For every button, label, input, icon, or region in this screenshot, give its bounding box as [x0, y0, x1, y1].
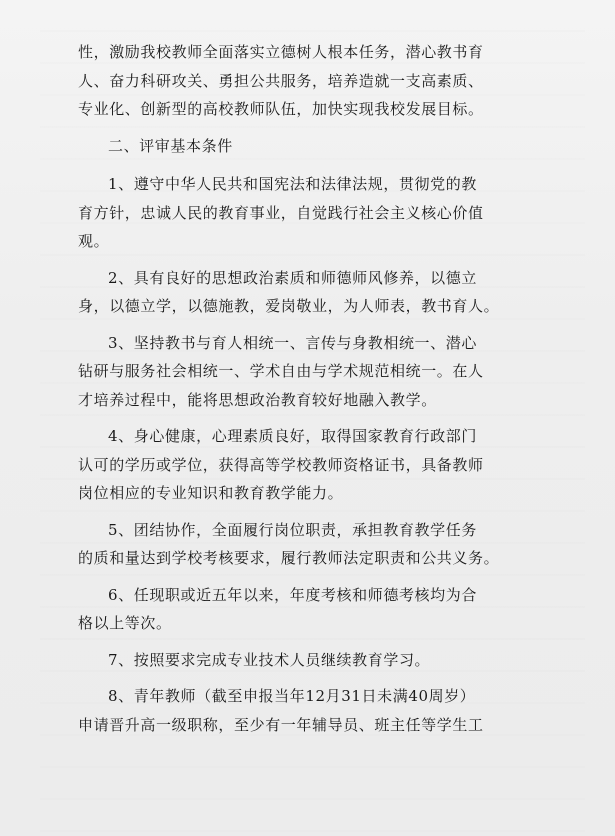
- text-line: 钻研与服务社会相统一、学术自由与学术规范相统一。在人: [78, 362, 484, 380]
- text-line: 岗位相应的专业知识和教育教学能力。: [78, 484, 344, 502]
- condition-item-3: [78, 329, 558, 415]
- text-line: 专业化、创新型的高校教师队伍，加快实现我校发展目标。: [78, 100, 484, 118]
- text-line: 1、遵守中华人民共和国宪法和法律法规，贯彻党的教: [108, 175, 477, 193]
- text-line: 3、坚持教书与育人相统一、言传与身教相统一、潜心: [108, 333, 477, 352]
- text-line: 观。: [78, 232, 110, 250]
- condition-item-8: [78, 682, 558, 739]
- text-line: 8、青年教师（截至申报当年12月31日未满40周岁）: [108, 687, 476, 705]
- text-line: 5、团结协作，全面履行岗位职责，承担教育教学任务: [108, 520, 477, 539]
- section-heading: [78, 132, 558, 161]
- text-line: 的质和量达到学校考核要求，履行教师法定职责和公共义务。: [78, 549, 500, 567]
- text-line: 身，以德立学，以德施教，爱岗敬业，为人师表，教书育人。: [78, 297, 500, 315]
- text-line: 7、按照要求完成专业技术人员继续教育学习。: [108, 650, 431, 669]
- text-line: 申请晋升高一级职称，至少有一年辅导员、班主任等学生工: [78, 715, 484, 734]
- text-line: 性，激励我校教师全面落实立德树人根本任务，潜心教书育: [78, 43, 484, 61]
- condition-item-4: [78, 422, 558, 508]
- text-line: 人、奋力科研攻关、勇担公共服务，培养造就一支高素质、: [78, 71, 484, 90]
- text-line: 格以上等次。: [78, 614, 172, 632]
- text-line: 4、身心健康，心理素质良好，取得国家教育行政部门: [108, 427, 477, 445]
- intro-paragraph: [78, 38, 558, 124]
- heading-text: 二、评审基本条件: [108, 136, 233, 155]
- text-line: 才培养过程中，能将思想政治教育较好地融入教学。: [78, 390, 437, 409]
- text-line: 6、任现职或近五年以来，年度考核和师德考核均为合: [108, 585, 477, 604]
- condition-item-5: [78, 516, 558, 573]
- condition-item-1: [78, 170, 558, 256]
- condition-item-7: [78, 646, 558, 675]
- document-body: [78, 38, 558, 747]
- condition-item-2: [78, 264, 558, 321]
- condition-item-6: [78, 581, 558, 638]
- text-line: 2、具有良好的思想政治素质和师德师风修养，以德立: [108, 268, 477, 287]
- text-line: 育方针，忠诚人民的教育事业，自觉践行社会主义核心价值: [78, 203, 484, 222]
- text-line: 认可的学历或学位，获得高等学校教师资格证书，具备教师: [78, 455, 484, 474]
